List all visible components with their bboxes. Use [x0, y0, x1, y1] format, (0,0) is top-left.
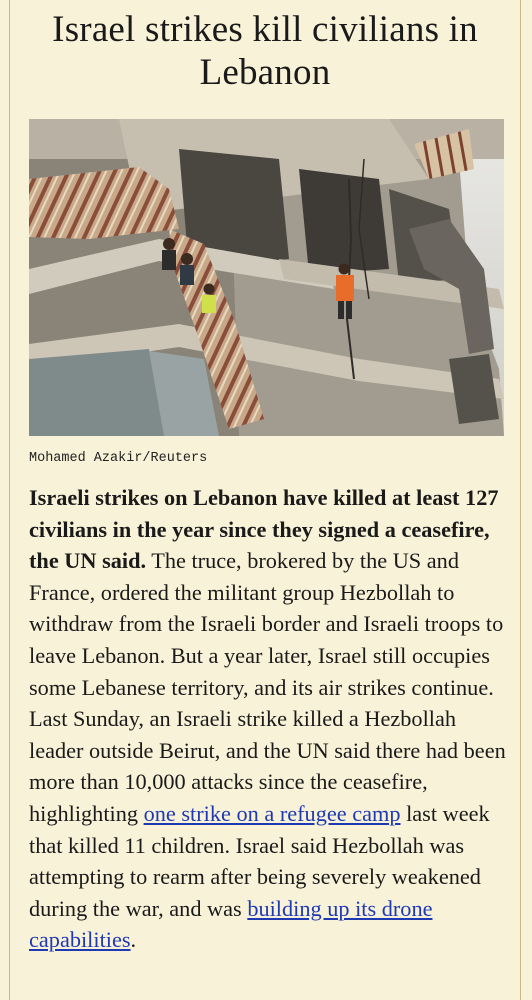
headline: Israel strikes kill civilians in Lebanon [52, 9, 478, 93]
article-body [29, 482, 507, 956]
body-text-part1: The truce, brokered by the US and France, ordered the militant group Hezbollah to withdraw from the Israeli border and Israeli troops to leave Lebanon. But a year later, Israel still occupies some Lebanese territory, and its air strikes continue. Last Sunday, an Israeli strike killed a Hezbollah leader outside Beirut, and the UN said there had been more than 10,000 attacks since the ceasefire, highlighting [29, 548, 506, 826]
body-text-part2: last week that killed 11 children. Israel said Hezbollah was attempting to rearm after being severely weakened during the war, and was [29, 800, 490, 921]
photo-illustration [29, 119, 504, 436]
drone-capabilities-link[interactable]: building up its drone capabilities [29, 895, 433, 953]
photo-credit: Mohamed Azakir/Reuters [29, 451, 208, 466]
lead-sentence: Israeli strikes on Lebanon have killed at least 127 civilians in the year since they signed a ceasefire, the UN said. [29, 485, 499, 574]
body-text-part3: . [130, 927, 137, 953]
article-card [9, 0, 521, 1000]
refugee-camp-link[interactable]: one strike on a refugee camp [143, 800, 401, 826]
article-photo [29, 119, 504, 436]
